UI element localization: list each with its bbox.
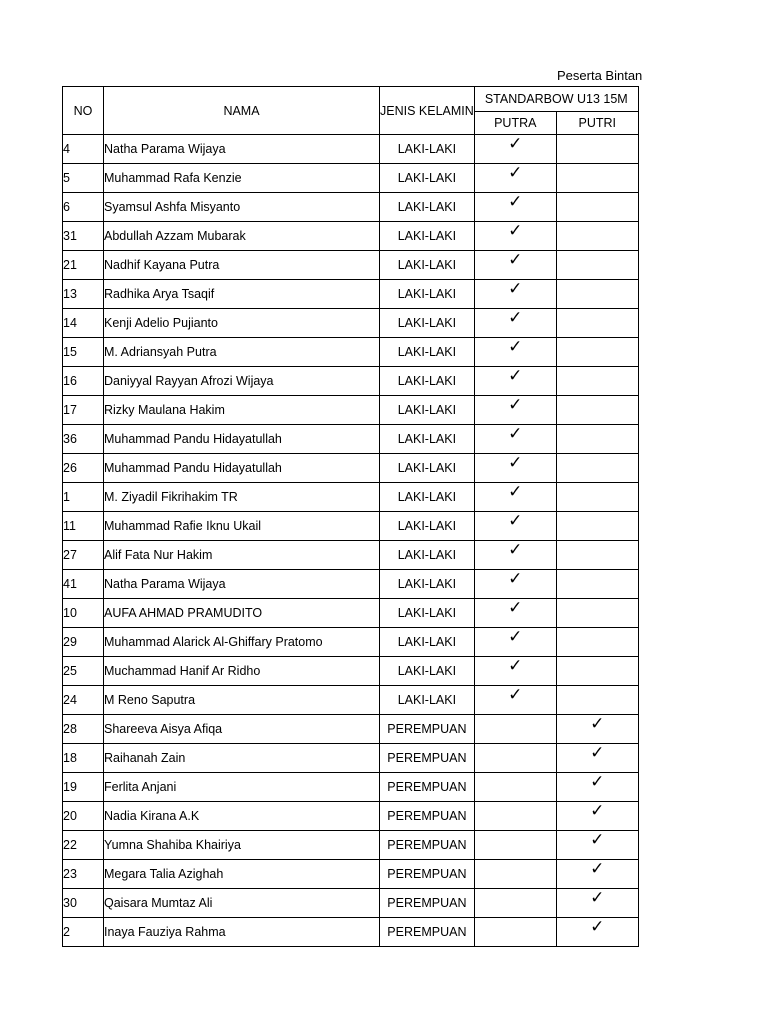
- cell-no: 41: [63, 570, 104, 599]
- cell-putra: [474, 744, 556, 773]
- cell-putra: [474, 802, 556, 831]
- cell-putra: [474, 512, 556, 541]
- cell-jenis-kelamin: LAKI-LAKI: [380, 280, 475, 309]
- cell-jenis-kelamin: PEREMPUAN: [380, 918, 475, 947]
- cell-putri: [556, 512, 638, 541]
- table-row: [63, 251, 639, 280]
- cell-jenis-kelamin: LAKI-LAKI: [380, 135, 475, 164]
- cell-no: 16: [63, 367, 104, 396]
- table-row: [63, 164, 639, 193]
- cell-jenis-kelamin: LAKI-LAKI: [380, 309, 475, 338]
- cell-nama: Nadia Kirana A.K: [104, 802, 380, 831]
- cell-putri: [556, 396, 638, 425]
- cell-no: 28: [63, 715, 104, 744]
- cell-putri: [556, 222, 638, 251]
- cell-putri: [556, 744, 638, 773]
- check-icon: ✓: [590, 917, 605, 936]
- cell-no: 6: [63, 193, 104, 222]
- cell-no: 23: [63, 860, 104, 889]
- table-row: [63, 396, 639, 425]
- check-icon: ✓: [590, 801, 605, 820]
- check-icon: ✓: [508, 279, 523, 298]
- cell-no: 20: [63, 802, 104, 831]
- cell-putri: [556, 193, 638, 222]
- cell-putri: [556, 657, 638, 686]
- table-row: [63, 773, 639, 802]
- cell-putra: [474, 918, 556, 947]
- check-icon: ✓: [508, 366, 523, 385]
- table-row: [63, 367, 639, 396]
- cell-nama: M. Adriansyah Putra: [104, 338, 380, 367]
- cell-putri: [556, 686, 638, 715]
- cell-no: 26: [63, 454, 104, 483]
- cell-jenis-kelamin: LAKI-LAKI: [380, 686, 475, 715]
- table-row: [63, 309, 639, 338]
- check-icon: ✓: [590, 888, 605, 907]
- table-row: [63, 454, 639, 483]
- check-icon: ✓: [508, 308, 523, 327]
- cell-jenis-kelamin: LAKI-LAKI: [380, 657, 475, 686]
- cell-putri: [556, 135, 638, 164]
- table-row: [63, 831, 639, 860]
- cell-putra: [474, 715, 556, 744]
- cell-putri: [556, 773, 638, 802]
- cell-putri: [556, 164, 638, 193]
- cell-putra: [474, 454, 556, 483]
- cell-putra: [474, 657, 556, 686]
- cell-putri: [556, 251, 638, 280]
- table-row: [63, 541, 639, 570]
- cell-putra: [474, 860, 556, 889]
- cell-putri: [556, 860, 638, 889]
- table-row: [63, 512, 639, 541]
- cell-putra: [474, 773, 556, 802]
- cell-nama: Syamsul Ashfa Misyanto: [104, 193, 380, 222]
- cell-putri: [556, 599, 638, 628]
- table-body: [63, 135, 639, 947]
- cell-jenis-kelamin: PEREMPUAN: [380, 744, 475, 773]
- cell-nama: Muhammad Alarick Al-Ghiffary Pratomo: [104, 628, 380, 657]
- cell-putra: [474, 628, 556, 657]
- cell-jenis-kelamin: LAKI-LAKI: [380, 454, 475, 483]
- cell-no: 5: [63, 164, 104, 193]
- cell-jenis-kelamin: LAKI-LAKI: [380, 251, 475, 280]
- cell-putra: [474, 338, 556, 367]
- cell-jenis-kelamin: PEREMPUAN: [380, 802, 475, 831]
- cell-putra: [474, 889, 556, 918]
- cell-jenis-kelamin: PEREMPUAN: [380, 715, 475, 744]
- header-no: NO: [63, 87, 104, 135]
- cell-nama: Muhammad Rafa Kenzie: [104, 164, 380, 193]
- sheet-heading: Peserta Bintan: [557, 68, 643, 83]
- cell-nama: Muhammad Pandu Hidayatullah: [104, 454, 380, 483]
- check-icon: ✓: [508, 221, 523, 240]
- cell-putri: [556, 425, 638, 454]
- cell-no: 36: [63, 425, 104, 454]
- cell-jenis-kelamin: LAKI-LAKI: [380, 396, 475, 425]
- cell-putri: [556, 628, 638, 657]
- cell-nama: Daniyyal Rayyan Afrozi Wijaya: [104, 367, 380, 396]
- header-putri: PUTRI: [556, 112, 638, 135]
- cell-nama: Natha Parama Wijaya: [104, 570, 380, 599]
- cell-jenis-kelamin: LAKI-LAKI: [380, 338, 475, 367]
- cell-nama: Kenji Adelio Pujianto: [104, 309, 380, 338]
- cell-putri: [556, 309, 638, 338]
- check-icon: ✓: [508, 192, 523, 211]
- cell-putra: [474, 396, 556, 425]
- participants-table: [62, 86, 639, 947]
- cell-putra: [474, 599, 556, 628]
- cell-no: 10: [63, 599, 104, 628]
- cell-nama: Nadhif Kayana Putra: [104, 251, 380, 280]
- table-row: [63, 628, 639, 657]
- table-row: [63, 193, 639, 222]
- cell-jenis-kelamin: LAKI-LAKI: [380, 193, 475, 222]
- check-icon: ✓: [508, 656, 523, 675]
- cell-putra: [474, 570, 556, 599]
- cell-no: 15: [63, 338, 104, 367]
- cell-nama: M. Ziyadil Fikrihakim TR: [104, 483, 380, 512]
- cell-nama: Alif Fata Nur Hakim: [104, 541, 380, 570]
- cell-jenis-kelamin: PEREMPUAN: [380, 860, 475, 889]
- cell-nama: Muhammad Rafie Iknu Ukail: [104, 512, 380, 541]
- cell-putra: [474, 193, 556, 222]
- cell-nama: Rizky Maulana Hakim: [104, 396, 380, 425]
- cell-no: 4: [63, 135, 104, 164]
- cell-nama: Natha Parama Wijaya: [104, 135, 380, 164]
- table-row: [63, 599, 639, 628]
- cell-putra: [474, 135, 556, 164]
- check-icon: ✓: [508, 337, 523, 356]
- cell-no: 18: [63, 744, 104, 773]
- check-icon: ✓: [508, 134, 523, 153]
- cell-jenis-kelamin: LAKI-LAKI: [380, 425, 475, 454]
- cell-nama: Megara Talia Azighah: [104, 860, 380, 889]
- cell-jenis-kelamin: PEREMPUAN: [380, 773, 475, 802]
- cell-putri: [556, 802, 638, 831]
- cell-no: 24: [63, 686, 104, 715]
- cell-putri: [556, 483, 638, 512]
- cell-putri: [556, 280, 638, 309]
- check-icon: ✓: [508, 511, 523, 530]
- cell-putri: [556, 831, 638, 860]
- cell-putri: [556, 570, 638, 599]
- check-icon: ✓: [590, 772, 605, 791]
- check-icon: ✓: [508, 250, 523, 269]
- cell-putri: [556, 454, 638, 483]
- cell-nama: M Reno Saputra: [104, 686, 380, 715]
- cell-putra: [474, 164, 556, 193]
- cell-nama: Ferlita Anjani: [104, 773, 380, 802]
- cell-putra: [474, 831, 556, 860]
- check-icon: ✓: [508, 453, 523, 472]
- cell-no: 22: [63, 831, 104, 860]
- check-icon: ✓: [508, 424, 523, 443]
- cell-jenis-kelamin: LAKI-LAKI: [380, 541, 475, 570]
- table-row: [63, 802, 639, 831]
- cell-nama: Inaya Fauziya Rahma: [104, 918, 380, 947]
- check-icon: ✓: [508, 482, 523, 501]
- cell-nama: Abdullah Azzam Mubarak: [104, 222, 380, 251]
- table-row: [63, 860, 639, 889]
- header-nama: NAMA: [104, 87, 380, 135]
- table-row: [63, 280, 639, 309]
- check-icon: ✓: [508, 598, 523, 617]
- cell-putri: [556, 367, 638, 396]
- table-row: [63, 889, 639, 918]
- cell-putra: [474, 309, 556, 338]
- cell-no: 27: [63, 541, 104, 570]
- cell-nama: Shareeva Aisya Afiqa: [104, 715, 380, 744]
- header-putra: PUTRA: [474, 112, 556, 135]
- cell-putra: [474, 367, 556, 396]
- cell-putra: [474, 541, 556, 570]
- cell-nama: Raihanah Zain: [104, 744, 380, 773]
- table-row: [63, 135, 639, 164]
- table-row: [63, 483, 639, 512]
- cell-jenis-kelamin: LAKI-LAKI: [380, 628, 475, 657]
- cell-jenis-kelamin: PEREMPUAN: [380, 889, 475, 918]
- cell-no: 1: [63, 483, 104, 512]
- cell-jenis-kelamin: PEREMPUAN: [380, 831, 475, 860]
- check-icon: ✓: [508, 540, 523, 559]
- table-row: [63, 570, 639, 599]
- cell-nama: Radhika Arya Tsaqif: [104, 280, 380, 309]
- cell-jenis-kelamin: LAKI-LAKI: [380, 367, 475, 396]
- cell-no: 11: [63, 512, 104, 541]
- check-icon: ✓: [508, 163, 523, 182]
- cell-putri: [556, 541, 638, 570]
- cell-nama: Yumna Shahiba Khairiya: [104, 831, 380, 860]
- check-icon: ✓: [508, 395, 523, 414]
- cell-putri: [556, 889, 638, 918]
- check-icon: ✓: [508, 627, 523, 646]
- cell-jenis-kelamin: LAKI-LAKI: [380, 599, 475, 628]
- cell-no: 25: [63, 657, 104, 686]
- header-category: STANDARBOW U13 15M: [474, 87, 638, 112]
- cell-no: 30: [63, 889, 104, 918]
- cell-no: 21: [63, 251, 104, 280]
- table-row: [63, 425, 639, 454]
- check-icon: ✓: [508, 569, 523, 588]
- table-row: [63, 715, 639, 744]
- table-row: [63, 918, 639, 947]
- cell-no: 17: [63, 396, 104, 425]
- cell-putra: [474, 686, 556, 715]
- cell-putra: [474, 222, 556, 251]
- cell-putra: [474, 483, 556, 512]
- check-icon: ✓: [590, 830, 605, 849]
- check-icon: ✓: [508, 685, 523, 704]
- cell-no: 29: [63, 628, 104, 657]
- cell-putri: [556, 715, 638, 744]
- cell-no: 31: [63, 222, 104, 251]
- cell-no: 14: [63, 309, 104, 338]
- cell-putra: [474, 425, 556, 454]
- table-row: [63, 744, 639, 773]
- check-icon: ✓: [590, 743, 605, 762]
- table-row: [63, 657, 639, 686]
- cell-nama: AUFA AHMAD PRAMUDITO: [104, 599, 380, 628]
- cell-jenis-kelamin: LAKI-LAKI: [380, 512, 475, 541]
- cell-putri: [556, 918, 638, 947]
- cell-no: 19: [63, 773, 104, 802]
- cell-no: 13: [63, 280, 104, 309]
- table-row: [63, 338, 639, 367]
- header-jenis-kelamin: JENIS KELAMIN: [380, 87, 475, 135]
- check-icon: ✓: [590, 859, 605, 878]
- check-icon: ✓: [590, 714, 605, 733]
- table-row: [63, 686, 639, 715]
- cell-jenis-kelamin: LAKI-LAKI: [380, 222, 475, 251]
- table-row: [63, 222, 639, 251]
- cell-jenis-kelamin: LAKI-LAKI: [380, 164, 475, 193]
- cell-no: 2: [63, 918, 104, 947]
- cell-putri: [556, 338, 638, 367]
- cell-nama: Qaisara Mumtaz Ali: [104, 889, 380, 918]
- cell-jenis-kelamin: LAKI-LAKI: [380, 483, 475, 512]
- cell-putra: [474, 251, 556, 280]
- cell-jenis-kelamin: LAKI-LAKI: [380, 570, 475, 599]
- cell-putra: [474, 280, 556, 309]
- cell-nama: Muchammad Hanif Ar Ridho: [104, 657, 380, 686]
- cell-nama: Muhammad Pandu Hidayatullah: [104, 425, 380, 454]
